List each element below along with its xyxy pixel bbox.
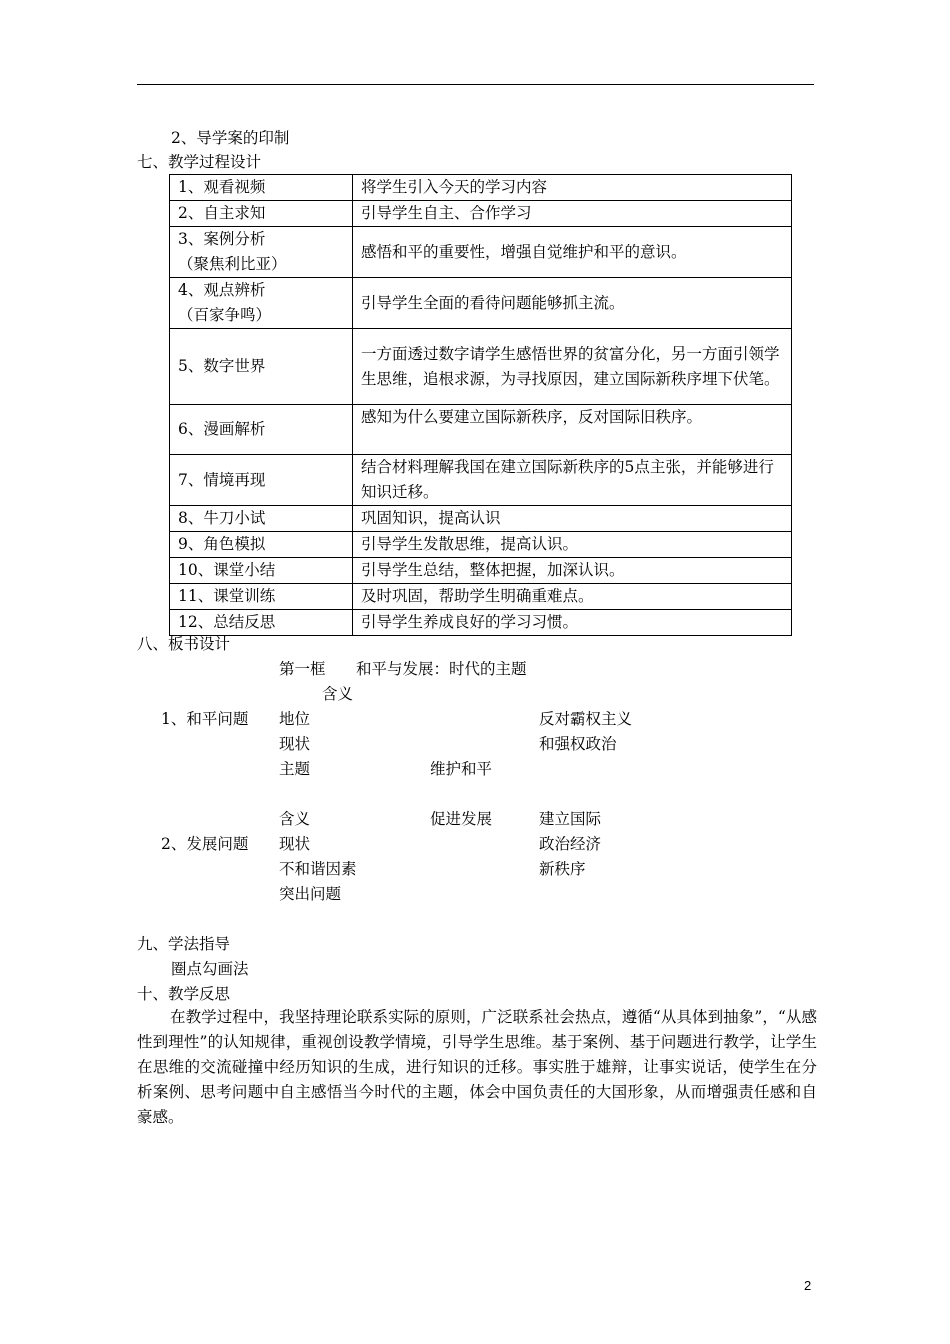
desc-cell: 引导学生养成良好的学习习惯。	[353, 610, 792, 636]
section-9-title: 九、学法指导	[137, 935, 231, 953]
step-sub-label: （聚焦利比亚）	[178, 255, 287, 273]
peace-item: 地位	[279, 710, 311, 728]
table-row	[170, 455, 792, 506]
desc-cell: 引导学生总结，整体把握，加深认识。	[353, 558, 792, 584]
step-cell	[170, 227, 353, 278]
reflection-paragraph	[137, 1005, 817, 1130]
establish-line: 政治经济	[539, 835, 602, 853]
step-cell: 8、牛刀小试	[170, 506, 353, 532]
board-topic: 和平与发展：时代的主题	[356, 660, 527, 678]
peace-issue-label: 1、和平问题	[161, 710, 249, 728]
desc-cell: 结合材料理解我国在建立国际新秩序的5点主张，并能够进行知识迁移。	[353, 455, 792, 506]
step-cell: 5、数字世界	[170, 329, 353, 405]
teaching-process-table	[169, 174, 792, 636]
promote-development: 促进发展	[430, 810, 493, 828]
page-number: 2	[804, 1278, 812, 1293]
peace-item: 现状	[279, 735, 311, 753]
step-cell: 1、观看视频	[170, 175, 353, 201]
establish-line: 建立国际	[539, 810, 602, 828]
dev-item: 现状	[279, 835, 311, 853]
step-cell: 9、角色模拟	[170, 532, 353, 558]
step-cell: 12、总结反思	[170, 610, 353, 636]
table-row	[170, 532, 792, 558]
prep-item-2: 2、导学案的印制	[171, 129, 290, 147]
table-row	[170, 506, 792, 532]
desc-cell: 感知为什么要建立国际新秩序，反对国际旧秩序。	[353, 405, 792, 455]
desc-cell: 将学生引入今天的学习内容	[353, 175, 792, 201]
table-row	[170, 558, 792, 584]
establish-line: 新秩序	[539, 860, 586, 878]
step-sub-label: （百家争鸣）	[178, 306, 272, 324]
section-8-title: 八、板书设计	[137, 635, 231, 653]
desc-cell: 引导学生发散思维，提高认识。	[353, 532, 792, 558]
table-row	[170, 278, 792, 329]
step-cell: 7、情境再现	[170, 455, 353, 506]
table-row	[170, 610, 792, 636]
table-row	[170, 175, 792, 201]
oppose-line: 和强权政治	[539, 735, 617, 753]
dev-item: 突出问题	[279, 885, 342, 903]
step-cell: 2、自主求知	[170, 201, 353, 227]
table-row	[170, 201, 792, 227]
header-rule	[137, 84, 814, 85]
desc-cell: 巩固知识，提高认识	[353, 506, 792, 532]
oppose-line: 反对霸权主义	[539, 710, 633, 728]
desc-cell: 一方面透过数字请学生感悟世界的贫富分化，另一方面引领学生思维，追根求源，为寻找原因，建立国际新秩序埋下伏笔。	[353, 329, 792, 405]
reflection-text: 在教学过程中，我坚持理论联系实际的原则，广泛联系社会热点，遵循“从具体到抽象”，“从感性到理性”的认知规律，重视创设教学情境，引导学生思维。基于案例、基于问题进行教学，让学生在思维的交流碰撞中经历知识的生成，进行知识的迁移。事实胜于雄辩，让事实说话，使学生在分析案例、思考问题中自主感悟当今时代的主题，体会中国负责任的大国形象，从而增强责任感和自豪感。	[137, 1008, 817, 1126]
step-label: 4、观点辨析	[178, 281, 266, 299]
table-row	[170, 584, 792, 610]
table-row	[170, 405, 792, 455]
study-method: 圈点勾画法	[171, 960, 249, 978]
desc-cell: 引导学生自主、合作学习	[353, 201, 792, 227]
section-7-title: 七、教学过程设计	[137, 153, 262, 171]
maintain-peace: 维护和平	[430, 760, 493, 778]
dev-item: 含义	[279, 810, 311, 828]
desc-cell: 感悟和平的重要性，增强自觉维护和平的意识。	[353, 227, 792, 278]
step-label: 3、案例分析	[178, 230, 266, 248]
step-cell: 10、课堂小结	[170, 558, 353, 584]
step-cell	[170, 278, 353, 329]
table-row	[170, 227, 792, 278]
board-frame-label: 第一框	[279, 660, 326, 678]
step-cell: 11、课堂训练	[170, 584, 353, 610]
peace-item: 主题	[279, 760, 311, 778]
peace-item: 含义	[322, 685, 354, 703]
desc-cell: 及时巩固，帮助学生明确重难点。	[353, 584, 792, 610]
desc-cell: 引导学生全面的看待问题能够抓主流。	[353, 278, 792, 329]
section-10-title: 十、教学反思	[137, 985, 231, 1003]
table-row	[170, 329, 792, 405]
development-issue-label: 2、发展问题	[161, 835, 249, 853]
step-cell: 6、漫画解析	[170, 405, 353, 455]
dev-item: 不和谐因素	[279, 860, 357, 878]
